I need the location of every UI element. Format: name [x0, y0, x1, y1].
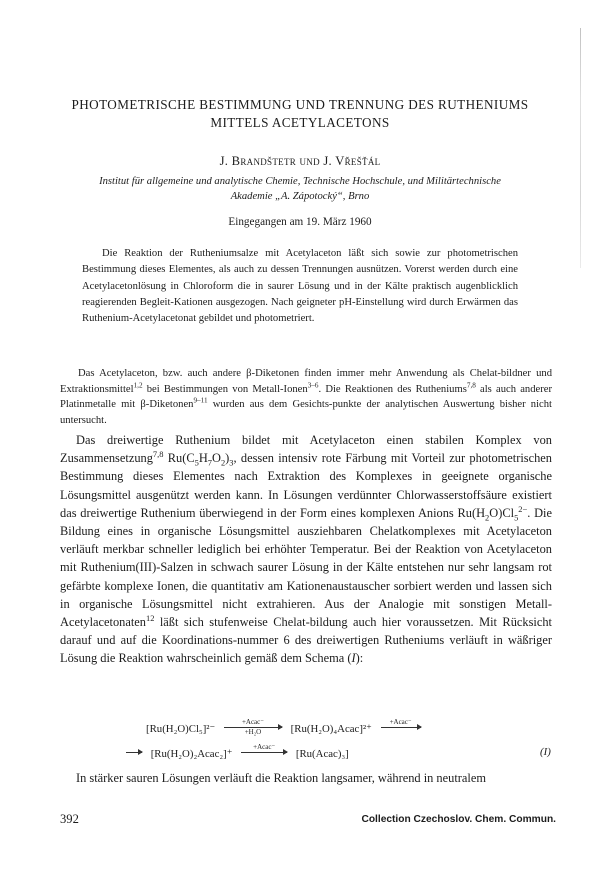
formula-sub: 5: [194, 457, 199, 468]
arrow-label-bottom: [400, 728, 402, 736]
eq-species-4: [Ru(Acac)₃]: [295, 747, 349, 760]
formula-charge: 2−: [518, 503, 528, 514]
paper-title-line-1: PHOTOMETRISCHE BESTIMMUNG UND TRENNUNG DES RUTHENIUMS: [71, 97, 529, 112]
body-ref-1: 7,8: [152, 449, 164, 460]
intro-text-2: bei Bestimmungen von Metall-Ionen: [142, 383, 308, 395]
formula-sub: 2: [220, 457, 226, 468]
equation-row-2: [120, 743, 349, 763]
arrow-shaft: [381, 727, 421, 728]
body-ref-2: 12: [146, 612, 155, 623]
body-text-3: , dessen intensiv rote Färbung mit Vorteil zur photometrischen Bestimmung dieses Elementes nach Extraktion des Komplexes in geeignete organische Lösungsmittel ausgenützt werden kann. In Lösungen verdünnter Chlorwasserstoffsäure existiert das dreiwertige Ruthenium überwiegend in der Form eines komplexen Anions Ru(H: [60, 451, 552, 520]
reaction-arrow-4: [241, 744, 287, 761]
arrow-shaft: [224, 727, 282, 728]
arrow-label-bottom: [133, 753, 135, 761]
abstract: Die Reaktion der Rutheniumsalze mit Acetylaceton läßt sich sowie zur photometrischen Bestimmung dieses Elementes, als auch zu dessen Trennungen ausnützen. Vorerst werden durch eine Acetylacetonlösung in Chloroform die in saurer Lösung und in der Kälte praktisch augenblicklich reagierenden Begleit-Kationen ausgezogen. Nach geigneter pH-Einstellung wird durch Erwärmen das Ruthenium-Acetylacetonat gebildet und photometriert.: [82, 248, 518, 325]
arrow-label-top: +Acac⁻: [241, 718, 264, 726]
formula-sub: 5: [514, 512, 519, 523]
formula-sub: 7: [207, 457, 212, 468]
reaction-arrow-2: [381, 719, 421, 736]
reaction-arrow-3: [126, 744, 142, 761]
intro-ref-3: 7,8: [466, 381, 476, 390]
scan-edge-line: [580, 28, 581, 268]
eq-species-1: [Ru(H₂O)Cl₅]²⁻: [146, 722, 216, 735]
formula-sub: 2: [485, 512, 490, 523]
institution: [60, 175, 540, 204]
intro-text-3: . Die Reaktionen des Rutheniums: [318, 383, 467, 395]
institution-line-1: Institut für allgemeine und analytische Chemie, Technische Hochschule, und Militärtechnische: [99, 176, 501, 187]
formula-part: O: [211, 451, 221, 466]
arrow-label-top: +Acac⁻: [389, 718, 412, 726]
arrow-shaft: [241, 752, 287, 753]
intro-paragraph: [60, 366, 552, 428]
formula-sub: 3: [229, 457, 234, 468]
intro-ref-4: 9–11: [193, 396, 208, 405]
body-text-4: . Die Bildung eines in organische Lösungsmittel ausziehbaren Chelatkomplexes mit Acetylaceton verläuft merkbar schneller lediglich bei erhöhter Temperatur. Bei der Reaktion von Acetylaceton mit Ruthenium(III)-Salzen in schwach saurer Lösung in der Kälte entstehen nur sehr langsam rot gefärbte komplexe Ionen, die quantitativ am Kationenaustauscher sorbiert werden und lassen sich in organische Lösungsmittel nicht extrahieren. Aus der Analogie mit sonstigen Metall-Acetylacetonaten: [60, 505, 552, 630]
eq-species-3: [Ru(H₂O)₂Acac₂]⁺: [150, 747, 233, 760]
body-text-6: ):: [355, 651, 364, 666]
arrow-label-top: +Acac⁻: [253, 743, 276, 751]
formula-part: Ru(C: [163, 451, 195, 466]
page-number: 392: [60, 812, 79, 826]
body-text-5: läßt sich stufenweise Chelat-bildung auch hier voraussetzen. Mit Rücksicht darauf und auf die Koordinations-nummer 6 des dreiwertigen Rutheniums verläuft in wäßriger Lösung die Reaktion wahrscheinlich gemäß dem Schema (: [60, 615, 552, 666]
institution-line-2: Akademie „A. Zápotocký“, Brno: [230, 190, 370, 202]
body-text-1: Das dreiwertige Ruthenium bildet mit Acetylaceton einen stabilen Komplex von Zusammensetzung: [60, 433, 552, 466]
equation-number: (I): [540, 746, 551, 758]
equation-row-1: [146, 718, 427, 738]
formula-part: H: [198, 451, 208, 466]
schema-label: I: [351, 651, 356, 666]
paper-title-line-2: MITTELS ACETYLACETONS: [210, 115, 390, 130]
arrow-label-bottom: [263, 753, 265, 761]
reaction-arrow-1: [224, 719, 282, 736]
intro-ref-2: 3–6: [307, 381, 319, 390]
arrow-shaft: [126, 752, 142, 753]
arrow-label-top: [133, 743, 135, 751]
arrow-label-bottom: +H₂O: [244, 728, 262, 736]
eq-species-2: [Ru(H₂O)₄Acac]²⁺: [290, 722, 372, 735]
authors: J. Brandštetr und J. Vřešťál: [219, 154, 381, 168]
formula-part: O)Cl: [489, 505, 515, 520]
received-date: Eingegangen am 19. März 1960: [228, 216, 372, 228]
intro-ref-1: 1,2: [133, 381, 143, 390]
journal-name: Collection Czechoslov. Chem. Commun.: [361, 814, 556, 825]
formula-part: ): [225, 451, 230, 466]
intro-text-5: wurden aus dem Gesichts-punkte der analytischen Auswertung bisher nicht untersucht.: [60, 399, 552, 426]
continuation-line: In stärker sauren Lösungen verläuft die Reaktion langsamer, während in neutralem: [76, 771, 486, 785]
intro-text-4: als auch anderer Platinmetalle mit β-Diketonen: [60, 383, 552, 411]
main-paragraph: [60, 431, 552, 668]
intro-text-1: Das Acetylaceton, bzw. auch andere β-Diketonen finden immer mehr Anwendung als Chelat-bildner und Extraktionsmittel: [60, 368, 552, 395]
